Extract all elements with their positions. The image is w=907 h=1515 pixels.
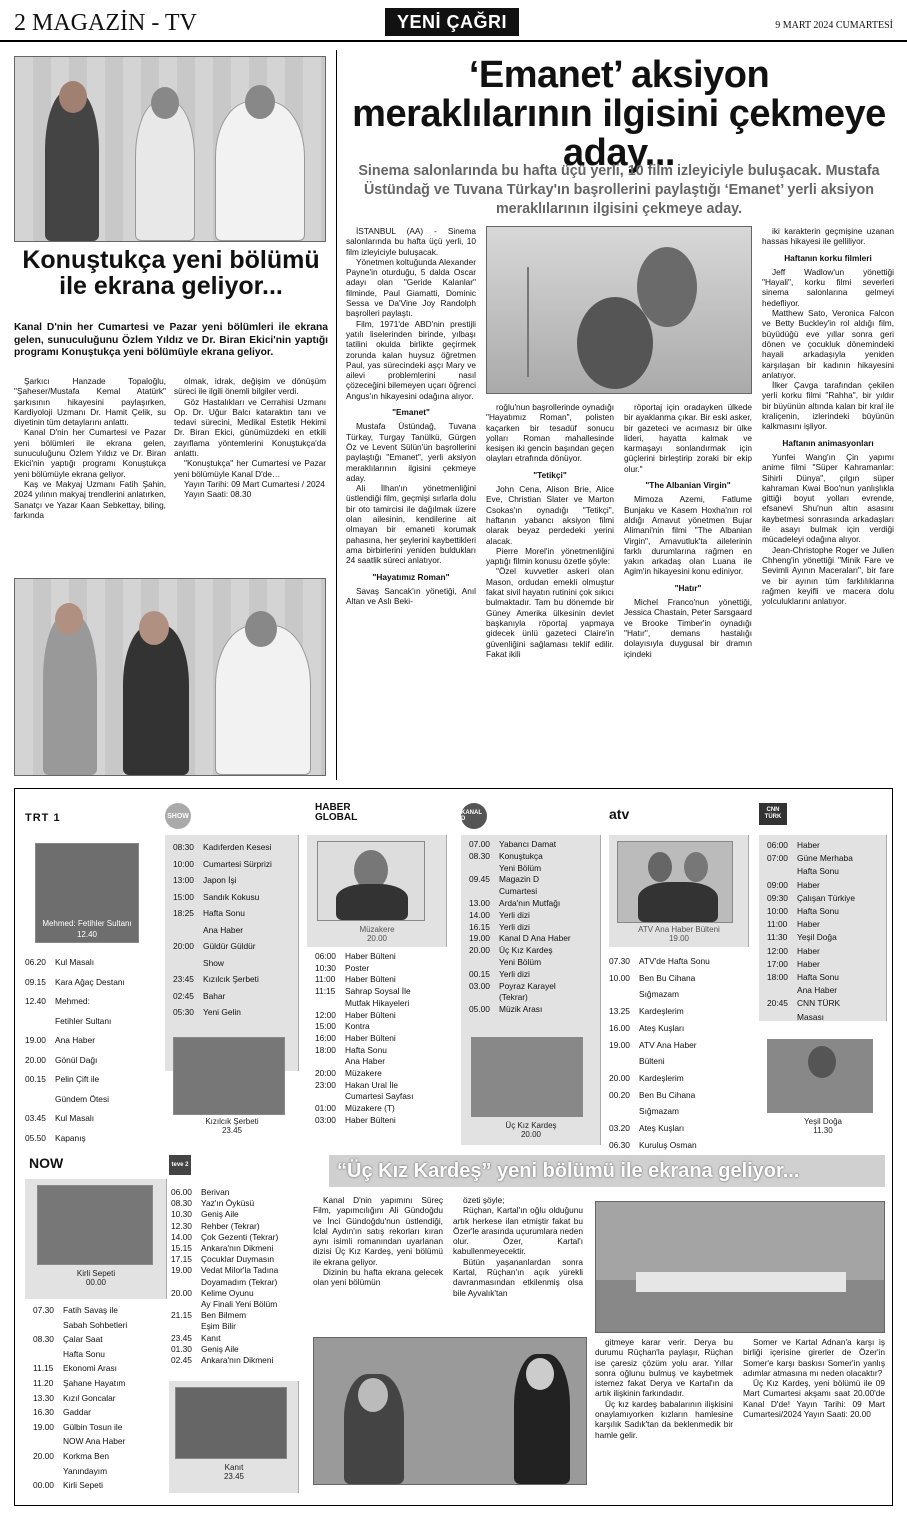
paragraph: Savaş Sancak'ın yönetiği, Anıl Altan ve Aslı Beki- xyxy=(346,585,476,607)
issue-date: 9 MART 2024 CUMARTESİ xyxy=(775,20,893,31)
channel-name: SHOW xyxy=(167,812,189,820)
channel-name: KANAL D xyxy=(461,810,482,822)
channel-name: TRT 1 xyxy=(25,812,61,824)
schedule-row: 12.40 Mehmed: xyxy=(25,996,90,1006)
show-thumb-caption xyxy=(165,1117,299,1135)
schedule-row: 15:00 Kontra xyxy=(315,1021,370,1032)
now-thumb-caption xyxy=(25,1269,167,1287)
schedule-row: 20.00 Korkma Ben xyxy=(33,1450,110,1461)
schedule-row: 18:25 Hafta Sonu xyxy=(173,908,245,918)
paragraph: Film, 1971'de ABD'nin prestijli yatılı liselerinden birinde, yılbaşı tatilini okulda birlikte geçirmek zorunda kalan huysuz öğretmen Paul, yas sürecindeki aşçı Mary ve ailevi problemlerini nasıl çözeceğini bilemeyen uçarı öğrenci Angus'ın hikayesini odağına alıyor. xyxy=(346,318,476,401)
schedule-row: Sığmazam xyxy=(639,1106,680,1117)
paragraph: Üç kız kardeş babalarının ilişkisini onaylamıyorken kızların hamlesine karşılık Sadık'tan da beklenmedik bir hamle gelir. xyxy=(595,1398,733,1440)
thumb-title: Kirli Sepeti xyxy=(76,1269,116,1278)
schedule-row: 11:00 Haber xyxy=(767,919,820,930)
schedule-row: 03:00 Haber Bülteni xyxy=(315,1114,396,1125)
paragraph: Dizinin bu hafta ekrana gelecek olan yeni bölümün xyxy=(313,1267,443,1288)
show-thumb xyxy=(173,1037,285,1115)
thumb-title: ATV Ana Haber Bülteni xyxy=(638,925,720,934)
emanet-lead: Sinema salonlarında bu hafta üçü yerli, 10 film izleyiciyle buluşacak. Mustafa Üstündağ ve Tuvana Türkay'ın başrollerini paylaştığı ‘Emanet’ yerli aksiyon meraklılarının ilgisini çekmeye aday. xyxy=(358,163,880,217)
schedule-row: Ana Haber xyxy=(797,985,838,996)
paragraph: Michel Franco'nun yönettiği, Jessica Chastain, Peter Sarsgaard ve Brooke Timber'in oynadığı "Hatır", demans hastalığı dolayısıyla duygusal bir dramın içindeki xyxy=(624,597,752,659)
schedule-row: 10:30 Poster xyxy=(315,962,370,973)
schedule-row: Sabah Sohbetleri xyxy=(63,1319,128,1330)
schedule-row: 07.00 Yabancı Damat xyxy=(469,839,557,849)
paragraph: İSTANBUL (AA) - Sinema salonlarında bu hafta üçü yerli, 10 film izleyiciyle buluşacak. xyxy=(346,226,476,257)
cnnturk-thumb-caption xyxy=(759,1117,887,1135)
paragraph: Jean-Christophe Roger ve Julien Chheng'in yönettiği "Minik Fare ve Sevimli Ayının Maceraları", bir fare ve bir ayının tüm farklılıklarına rağmen keyifli ve macera dolu yolculuklarını anlatıyor. xyxy=(762,544,894,607)
haberglobal-schedule xyxy=(315,951,449,1127)
broadcast-date: Yayın Tarihi: 09 Mart Cumartesi / 2024 xyxy=(184,478,325,489)
now-logo: NOW xyxy=(29,1155,64,1171)
schedule-row: 00.00 Kirli Sepeti xyxy=(33,1480,104,1491)
schedule-row: 05:30 Yeni Gelin xyxy=(173,1007,241,1017)
thumb-time: 23.45 xyxy=(223,1472,245,1481)
konustukca-photo-top xyxy=(14,56,326,242)
subheading: "Hayatımız Roman" xyxy=(372,571,450,582)
schedule-row: Yeni Bölüm xyxy=(499,862,542,873)
schedule-row: 20.00 Kelime Oyunu xyxy=(171,1287,254,1298)
cnnturk-thumb xyxy=(767,1039,873,1113)
channel-name: HABER xyxy=(315,802,351,813)
schedule-row: Ana Haber xyxy=(203,924,244,935)
paragraph: Kaş ve Makyaj Uzmanı Fatih Şahin, 2024 yılının makyaj trendlerini anlatırken, Sanatçı ve Yazar Kaan Sebkettay, biling, farkında xyxy=(14,478,166,520)
newspaper-logo[interactable]: YENİ ÇAĞRI xyxy=(385,8,519,36)
thumb-title: Kanıt xyxy=(224,1463,244,1472)
kanald-schedule xyxy=(469,839,601,1016)
uc-kiz-col1 xyxy=(313,1195,443,1288)
schedule-row: Cumartesi xyxy=(499,886,538,897)
paragraph: Şarkıcı Hanzade Topaloğlu, "Şaheser/Mustafa Kemal Atatürk" şarkısının hikayesini paylaşırken, Kardiyoloji Uzmanı Dr. Hamit Çelik, su diyetinin tüm detaylarını anlattı. xyxy=(14,376,166,428)
tv-guide xyxy=(14,788,893,1506)
schedule-row: 01:00 Müzakere (T) xyxy=(315,1103,395,1114)
thumb-time: 12.40 xyxy=(76,930,98,939)
schedule-row: 09:00 Haber xyxy=(767,879,820,890)
schedule-row: 09.45 Magazin D xyxy=(469,874,540,885)
schedule-row: 05.00 Müzik Arası xyxy=(469,1004,543,1015)
paragraph: Göz Hastalıkları ve Cerrahisi Uzmanı Op. Dr. Uğur Balcı kataraktın tanı ve tedavi sürecini, Medikal Estetik Hekimi Dr. Biran Ekici, günümüzdeki en etkili zayıflama yöntemlerini Konuştukça'da anlattı. xyxy=(174,396,326,459)
schedule-row: 10.00 Ben Bu Cihana xyxy=(609,972,696,983)
thumb-time: 20.00 xyxy=(520,1130,542,1139)
now-thumb xyxy=(37,1185,153,1265)
thumb-time: 11.30 xyxy=(813,1126,833,1135)
schedule-row: 13.00 Arda'nın Mutfağı xyxy=(469,897,561,908)
schedule-row: 16.00 Ateş Kuşları xyxy=(609,1022,685,1033)
schedule-row: 00.15 Yerli dizi xyxy=(469,968,530,979)
schedule-row: 19.00 Vedat Milor'la Tadına xyxy=(171,1265,279,1276)
schedule-row: 03.00 Poyraz Karayel xyxy=(469,980,556,991)
schedule-row: 21.15 Ben Bilmem xyxy=(171,1310,247,1321)
thumb-time: 23.45 xyxy=(221,1126,243,1135)
paragraph: İlker Çavga tarafından çekilen yerli korku filmi "Rahha", bir yıldır bir büyünün altında kalan bir kral ile kraliçenin, izlerindeki büyünün kalkmasını işliyor. xyxy=(762,380,894,432)
schedule-row: Hafta Sonu xyxy=(797,866,839,877)
subheading: "Emanet" xyxy=(392,407,430,418)
schedule-row: 10:00 Hafta Sonu xyxy=(767,906,839,917)
thumb-time: 19.00 xyxy=(668,934,690,943)
schedule-row: 12.30 Rehber (Tekrar) xyxy=(171,1220,260,1231)
show-logo xyxy=(165,803,191,829)
subheading: "Hatır" xyxy=(674,582,702,593)
paragraph: John Cena, Alison Brie, Alice Eve, Christian Slater ve Marton Csokas'ın oynadığı "Tetikçi", haftanın yabancı aksiyon filmi olarak beyaz perdedeki yerini alacak. xyxy=(486,484,614,546)
schedule-row: 19.00 ATV Ana Haber xyxy=(609,1039,697,1050)
schedule-row: Sığmazam xyxy=(639,989,680,1000)
emanet-col2 xyxy=(486,402,614,659)
schedule-row: 15.15 Ankara'nın Dikmeni xyxy=(171,1243,274,1254)
page-header xyxy=(0,0,907,42)
paragraph: Mustafa Üstündağ, Tuvana Türkay, Turgay Tanülkü, Gürgen Öz ve Levent Sülün'ün başrollerini paylaştığı "Emanet", yerli aksiyon meraklılarının ilgisini çekmeye aday. xyxy=(346,421,476,483)
trt1-schedule xyxy=(25,953,155,1148)
paragraph: özeti şöyle; xyxy=(463,1195,505,1205)
uc-kiz-col3 xyxy=(595,1337,733,1440)
schedule-row: Ay Finali Yeni Bölüm xyxy=(201,1299,278,1310)
schedule-row: 17:00 Haber xyxy=(767,958,820,969)
schedule-row: 11:00 Haber Bülteni xyxy=(315,974,396,985)
paragraph: Rüçhan, Kartal'ın oğlu olduğunu artık herkese ilan etmiştir fakat bu Özer'le arasında uçurumlara neden olur. Özer, Kartal'ı kabullenmeyecektir. xyxy=(453,1205,583,1257)
thumb-title: Üç Kız Kardeş xyxy=(505,1121,557,1130)
schedule-row: (Tekrar) xyxy=(499,992,528,1003)
channel-name: CNN TÜRK xyxy=(764,807,782,820)
channel-name: teve 2 xyxy=(171,1162,189,1168)
schedule-row: 20.00 Üç Kız Kardeş xyxy=(469,945,553,956)
channel-name: GLOBAL xyxy=(315,812,358,823)
schedule-row: 10:00 Cumartesi Sürprizi xyxy=(173,858,272,869)
paragraph: olmak, idrak, değişim ve dönüşüm süreci ile ilgili önemli bilgiler verdi. xyxy=(174,376,326,397)
paragraph: Yönetmen koltuğunda Alexander Payne'in oturduğu, 5 dalda Oscar adayı olan "Geride Kalanlar" filminde, Paul Giamatti, Dominic Sessa ve Da'Vine Joy Randolph başrolleri paylaştı. xyxy=(346,256,476,319)
paragraph: "Özel kuvvetler askeri olan Mason, ordudan emekli olmuştur fakat sivil hayatın rutinini çok sıkıcı bulmaktadır. Tam bu dönemde bir Güney Amerika ülkesinin devlet başkanıyla röportaj yapmaya gidecek ünlü gazeteci Claire'in güvenliğini sağlaması teklif edilir. Fakat ikili xyxy=(486,566,614,659)
schedule-row: 12:00 Haber Bülteni xyxy=(315,1009,396,1020)
thumb-time: 20.00 xyxy=(366,934,388,943)
schedule-row: 00.15 Pelin Çift ile xyxy=(25,1074,100,1084)
emanet-title: ‘Emanet’ aksiyon meraklılarının ilgisini çekmeye aday... xyxy=(352,54,886,174)
schedule-row: Mutfak Hikayeleri xyxy=(345,997,410,1008)
schedule-row: 10.30 Geniş Aile xyxy=(171,1209,239,1220)
schedule-row: 09:30 Çalışan Türkiye xyxy=(767,892,856,903)
schedule-row: 15:00 Sandık Kokusu xyxy=(173,891,260,902)
schedule-row: 01.30 Geniş Aile xyxy=(171,1343,239,1354)
schedule-row: 23.45 Kanıt xyxy=(171,1332,221,1343)
paragraph: Yunfei Wang'ın Çin yapımı anime filmi "Süper Kahramanlar: Sihirli Dünya", çılgın süper kahraman Kwai Boo'nun yanlışlıkla gittiği boyut yolları evrende, efsanevi Shu'nun altın asasını kaybetmesi sonrasında arkadaşları ile asayı bulmak için verdiği mücadeleyi odağına alıyor. xyxy=(762,451,894,545)
schedule-row: 16.30 Gaddar xyxy=(33,1407,91,1418)
schedule-row: Hafta Sonu xyxy=(63,1348,105,1359)
thumb-title: Yeşil Doğa xyxy=(804,1117,842,1126)
paragraph: Mimoza Azemi, Fatlume Bunjaku ve Kasem Hoxha'nın rol aldığı Arnavut yönetmen Bujar Alimani'nin filmi "The Albanian Virgin", Arnavutluk'ta ailelerinin farklı durumlarına rağmen en yakın arkadaş olan Luana ile Agim'in hikayesini konu ediniyor. xyxy=(624,494,752,577)
schedule-row: 09.15 Kara Ağaç Destanı xyxy=(25,976,125,987)
schedule-row: 06:00 Haber xyxy=(767,840,820,850)
emanet-col3 xyxy=(624,402,752,659)
schedule-row: 19.00 Gülbin Tosun ile xyxy=(33,1421,123,1432)
channel-name: atv xyxy=(609,806,630,822)
uc-kiz-photo-bottom xyxy=(313,1337,587,1485)
schedule-row: 13.25 Kardeşlerim xyxy=(609,1006,684,1017)
paragraph: Kanal D'nin her Cumartesi ve Pazar yeni bölümleri ile ekrana gelen, sunuculuğunu Özlem Yıldız ve Dr. Biran Ekici'nin yaptığı programı Konuştukça yeni bölümüyle ekrana geliyor. xyxy=(14,427,166,479)
schedule-row: 19.00 Kanal D Ana Haber xyxy=(469,933,571,944)
atv-schedule xyxy=(609,953,749,1153)
paragraph: Matthew Sato, Veronica Falcon ve Betty Buckley'in rol aldığı film, büyüdüğü eve yıllar sonra geri dönen ve çocukluk dönemindeki hayali arkadaşıyla yeniden karşılaşan bir kadının hikayesini anlatıyor. xyxy=(762,308,894,380)
uc-kiz-col2 xyxy=(453,1195,583,1298)
paragraph: roğlu'nun başrollerinde oynadığı "Hayatımız Roman", polisten kaçarken bir tesadüf sonucu yolları Roman mahallesinde kesişen iki gencin başından geçen olayları etrafında dönüyor. xyxy=(486,402,614,464)
schedule-row: 00.20 Ben Bu Cihana xyxy=(609,1089,696,1100)
thumb-title: Müzakere xyxy=(359,925,395,934)
schedule-row: 06.30 Kuruluş Osman xyxy=(609,1139,697,1150)
schedule-row: 16:00 Haber Bülteni xyxy=(315,1032,396,1043)
paragraph: Kanal D'nin yapımını Süreç Film, yapımcılığını Ali Gündoğdu ve İnci Gündoğdu'nun üstlendiği, İclal Aydın'ın satış rekorları kıran aynı isimli romanından uyarlanan dizisi Üç Kız Kardeş, yeni bölümü ile ekrana geliyor. xyxy=(313,1195,443,1267)
teve2-thumb-caption xyxy=(169,1463,299,1481)
schedule-row: 11:15 Sahrap Soysal İle xyxy=(315,986,411,997)
schedule-row: Eşim Bilir xyxy=(201,1321,236,1332)
schedule-row: 03.20 Ateş Kuşları xyxy=(609,1123,685,1134)
schedule-row: 11.20 Şahane Hayatım xyxy=(33,1377,126,1388)
emanet-col4 xyxy=(762,226,894,606)
schedule-row: 08.30 Çalar Saat xyxy=(33,1334,103,1345)
schedule-row: Doyamadım (Tekrar) xyxy=(201,1276,278,1287)
uc-kiz-photo-top xyxy=(595,1201,885,1333)
schedule-row: 20:00 Müzakere xyxy=(315,1068,382,1079)
kanald-thumb xyxy=(471,1037,583,1117)
schedule-row: 06.00 Berivan xyxy=(171,1187,230,1197)
schedule-row: 07:00 Güne Merhaba xyxy=(767,853,853,864)
emanet-col1 xyxy=(346,226,476,606)
paragraph: Üç Kız Kardeş, yeni bölümü ile 09 Mart Cumartesi akşamı saat 20.00'de Kanal D'de! Yayın Tarihi: 09 Mart Cumartesi/2024 Yayın Saati: 20.00 xyxy=(743,1378,885,1420)
konustukca-col1 xyxy=(14,376,166,520)
schedule-row: 23:45 Kızılcık Şerbeti xyxy=(173,974,259,984)
subheading: Haftanın animasyonları xyxy=(782,437,874,448)
broadcast-time: Yayın Saati: 08.30 xyxy=(184,489,252,500)
schedule-row: 02.45 Ankara'nın Dikmeni xyxy=(171,1355,274,1366)
schedule-row: 08.30 Yaz'ın Öyküsü xyxy=(171,1198,255,1209)
show-schedule xyxy=(173,839,299,1021)
teve2-logo xyxy=(169,1155,191,1175)
schedule-row: Gündem Ötesi xyxy=(55,1093,109,1104)
schedule-row: 23:00 Hakan Ural İle xyxy=(315,1079,399,1090)
schedule-row: Fetihler Sultanı xyxy=(55,1015,112,1026)
paragraph: gitmeye karar verir. Derya bu durumu Rüçhan'la paylaşır, Rüçhan ise çaresiz çözüm yolu arar. Yıllar sonra oğlunu bulmuş ve kaybetmek istemez fakat Derya ve Kartal'ın da artık ilişkinin farkındadır. xyxy=(595,1337,733,1399)
paragraph: Ali İlhan'ın yönetmenliğini üstlendiği film, geçmişi sırlarla dolu bir oto tamircisi ile dağılmak üzere olan ailesinin, kendilerine ait olmayan bir emaneti korumak pahasına, her şeylerini kaybettikleri ama birbirlerini yeniden buldukları 24 saatlik süreci anlatıyor. xyxy=(346,483,476,566)
schedule-row: Ana Haber xyxy=(345,1056,386,1067)
schedule-row: 12:00 Haber xyxy=(767,945,820,956)
schedule-row: 11.15 Ekonomi Arası xyxy=(33,1363,117,1374)
schedule-row: 13.30 Kızıl Goncalar xyxy=(33,1392,116,1403)
schedule-row: NOW Ana Haber xyxy=(63,1436,126,1447)
schedule-row: 08:30 Kadıferden Kesesi xyxy=(173,842,272,852)
atv-thumb-caption xyxy=(609,925,749,943)
schedule-row: 05.50 Kapanış xyxy=(25,1132,86,1143)
subheading: "Tetikçi" xyxy=(533,469,567,480)
schedule-row: Yanındayım xyxy=(63,1465,108,1476)
thumb-title: Mehmed: Fetihler Sultanı xyxy=(42,919,132,928)
kanald-logo xyxy=(461,803,487,829)
konustukca-title: Konuştukça yeni bölümü ile ekrana geliyor... xyxy=(22,246,320,300)
teve2-schedule xyxy=(171,1187,309,1366)
trt1-logo xyxy=(25,807,61,829)
schedule-row: Yeni Bölüm xyxy=(499,956,542,967)
paragraph: röportaj için oradayken ülkede bir ayaklanma çıkar. Bir eski asker, bir gazeteci ve acımasız bir ülke lideri, hayatta kalmak ve karmaşayı sonlandırmak için güçlerini birleştirip zoraki bir ekip olur." xyxy=(624,402,752,474)
paragraph: Jeff Wadlow'un yönettiği "Hayali", korku filmi severleri sinema salonlarına gelmeyi hedefliyor. xyxy=(762,266,894,308)
schedule-row: Cumartesi Sayfası xyxy=(345,1091,414,1102)
schedule-row: 20.00 Kardeşlerim xyxy=(609,1072,684,1083)
konustukca-photo-bottom xyxy=(14,578,326,776)
atv-thumb xyxy=(617,841,733,923)
trt1-thumb xyxy=(35,843,139,943)
thumb-title: Kızılcık Şerbeti xyxy=(205,1117,259,1126)
schedule-row: 07.30 Fatih Savaş ile xyxy=(33,1305,118,1315)
schedule-row: 16.15 Yerli dizi xyxy=(469,921,530,932)
teve2-thumb xyxy=(175,1387,287,1459)
schedule-row: Masası xyxy=(797,1011,824,1022)
schedule-row: Show xyxy=(203,957,224,968)
schedule-row: 14.00 Yerli dizi xyxy=(469,909,530,920)
schedule-row: 20:00 Güldür Güldür xyxy=(173,941,256,951)
schedule-row: 06:00 Haber Bülteni xyxy=(315,951,396,961)
cnnturk-schedule xyxy=(767,839,891,1024)
schedule-row: 20.00 Gönül Dağı xyxy=(25,1054,98,1065)
schedule-row: 14.00 Çok Gezenti (Tekrar) xyxy=(171,1231,279,1242)
paragraph: Bütün yaşananlardan sonra Kartal, Rüçhan'ın açık yürekli davranmasından etkilenmiş olsa bile Ayvalık'tan xyxy=(453,1256,583,1298)
schedule-row: 08.30 Konuştukça xyxy=(469,850,543,861)
paragraph: "Konuştukça" her Cumartesi ve Pazar yeni bölümüyle Kanal D'de… xyxy=(174,458,326,479)
subheading: Haftanın korku filmleri xyxy=(784,252,872,263)
schedule-row: 11:30 Yeşil Doğa xyxy=(767,932,837,943)
haberglobal-thumb-caption xyxy=(307,925,447,943)
schedule-row: 18:00 Hafta Sonu xyxy=(315,1044,387,1055)
konustukca-col2 xyxy=(174,376,326,500)
uc-kiz-title: “Üç Kız Kardeş” yeni bölümü ile ekrana geliyor... xyxy=(329,1155,885,1187)
konustukca-lead: Kanal D'nin her Cumartesi ve Pazar yeni bölümleri ile ekrana gelen, sunuculuğunu Özlem Yıldız ve Dr. Biran Ekici'nin yaptığı programı Konuştukça yeni bölümüyle ekrana geliyor. xyxy=(14,322,328,359)
schedule-row: 03.45 Kul Masalı xyxy=(25,1113,95,1123)
atv-logo xyxy=(609,803,629,825)
emanet-poster xyxy=(486,226,752,394)
page-number: 2 xyxy=(14,10,26,36)
schedule-row: 18:00 Hafta Sonu xyxy=(767,972,839,983)
uc-kiz-col4 xyxy=(743,1337,885,1419)
page-section xyxy=(14,10,197,37)
schedule-row: 19.00 Ana Haber xyxy=(25,1035,96,1045)
schedule-row: 17.15 Çocuklar Duymasın xyxy=(171,1254,275,1265)
paragraph: iki karakterin geçmişine uzanan hassas hikayesi ile gelliliyor. xyxy=(762,226,894,247)
haberglobal-thumb xyxy=(317,841,425,921)
schedule-row: 13:00 Japon İşi xyxy=(173,875,237,885)
kanald-thumb-caption xyxy=(461,1121,601,1139)
schedule-row: 02:45 Bahar xyxy=(173,990,226,1001)
schedule-row: 06.20 Kul Masalı xyxy=(25,957,95,967)
thumb-time: 00.00 xyxy=(85,1278,107,1287)
cnnturk-logo xyxy=(759,803,787,825)
schedule-row: 20:45 CNN TÜRK xyxy=(767,998,841,1009)
schedule-row: 07.30 ATV'de Hafta Sonu xyxy=(609,956,710,966)
paragraph: Somer ve Kartal Adnan'a karşı iş birliği içerisine girerler de Özer'in Somer'e karşı baskısı Somer'in yanlış adımlar atmasına mı neden olacaktır? xyxy=(743,1337,885,1378)
haberglobal-logo xyxy=(315,803,357,823)
schedule-row: Bülteni xyxy=(639,1056,665,1067)
now-schedule xyxy=(33,1303,167,1493)
paragraph: Pierre Morel'in yönetmenliğini yaptığı filmin konusu özetle şöyle: xyxy=(486,545,614,567)
section-name: MAGAZİN - TV xyxy=(32,10,197,36)
subheading: "The Albanian Virgin" xyxy=(645,480,731,491)
